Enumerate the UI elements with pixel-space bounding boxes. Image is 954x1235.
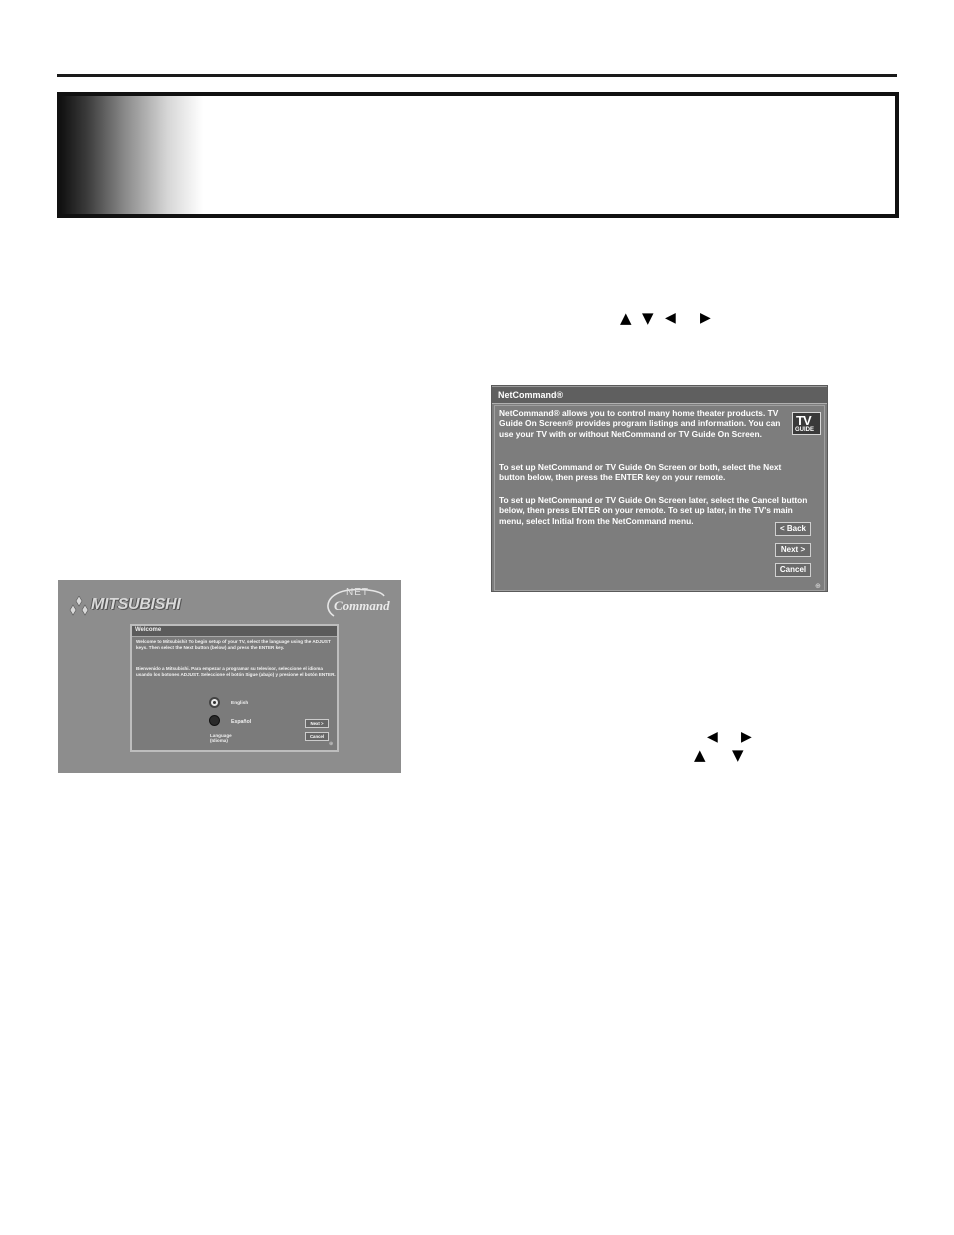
top-rule (57, 74, 897, 77)
espanol-option-label: Español (231, 719, 252, 725)
cancel-button[interactable]: Cancel (775, 563, 811, 577)
right-arrow-icon: ▶ (700, 310, 711, 326)
netcommand-setup-now-text: To set up NetCommand or TV Guide On Screen or both, select the Next button below, then press the ENTER key on your remote. (499, 462, 782, 483)
english-option-label: English (231, 701, 249, 706)
dialog-titlebar (492, 386, 827, 404)
dialog-title: NetCommand® (498, 390, 564, 400)
corner-mark-icon: ⊕ (815, 583, 821, 590)
left-arrow-icon: ◀ (665, 310, 676, 326)
header-gradient-tab (61, 96, 203, 214)
tv-guide-logo-guide: GUIDE (795, 427, 815, 433)
right-arrow-icon: ▶ (741, 729, 752, 745)
welcome-text-english: Welcome to Mitsubishi! To begin setup of your TV, select the language using the ADJUST keys. Then select the Next button (below) and press the ENTER key. (136, 639, 331, 650)
up-arrow-icon: ▲ (694, 746, 706, 764)
section-header-banner (57, 92, 899, 218)
mitsubishi-logo (67, 594, 187, 618)
radio-selected-dot (213, 701, 216, 704)
netcommand-command-text: Command (334, 598, 390, 613)
netcommand-setup-later-text: To set up NetCommand or TV Guide On Screen later, select the Cancel button below, then press ENTER on your remote. To set up later, in the TV's main menu, select Initial from the NetCommand menu. (499, 495, 808, 526)
english-radio-button[interactable] (209, 697, 220, 708)
dialog-titlebar (132, 626, 337, 637)
back-button[interactable]: < Back (775, 522, 811, 536)
three-diamonds-icon (67, 596, 91, 616)
next-button[interactable]: Next > (775, 543, 811, 557)
netcommand-intro-text: NetCommand® allows you to control many home theater products. TV Guide On Screen® provides program listings and information. You can use your TV with or without NetCommand or TV Guide On Screen. (499, 408, 781, 439)
left-arrow-icon: ◀ (707, 729, 718, 745)
welcome-screen-screenshot (58, 580, 401, 773)
mitsubishi-wordmark: MITSUBISHI (91, 596, 181, 613)
down-arrow-icon: ▼ (732, 746, 744, 764)
cancel-button[interactable]: Cancel (305, 732, 329, 741)
dialog-title: Welcome (135, 627, 162, 633)
tv-guide-logo (792, 412, 821, 435)
tv-guide-logo-tv: TV (796, 413, 811, 428)
down-arrow-icon: ▼ (642, 309, 654, 327)
language-label: Language (Idioma) (210, 733, 232, 744)
netcommand-screen-screenshot (491, 385, 828, 592)
espanol-radio-button[interactable] (209, 715, 220, 726)
welcome-text-spanish: Bienvenido a Mitsubishi. Para empezar a programar su televisor, seleccione el idioma usando los botones ADJUST. Seleccione el botón Sigue (abajo) y presione el botón ENTER. (136, 666, 336, 677)
netcommand-logo (320, 586, 392, 622)
up-arrow-icon: ▲ (620, 309, 632, 327)
corner-mark-icon: ⊕ (329, 741, 334, 747)
netcommand-net-text: NET (346, 587, 369, 598)
next-button[interactable]: Next > (305, 719, 329, 728)
welcome-dialog (130, 624, 339, 752)
